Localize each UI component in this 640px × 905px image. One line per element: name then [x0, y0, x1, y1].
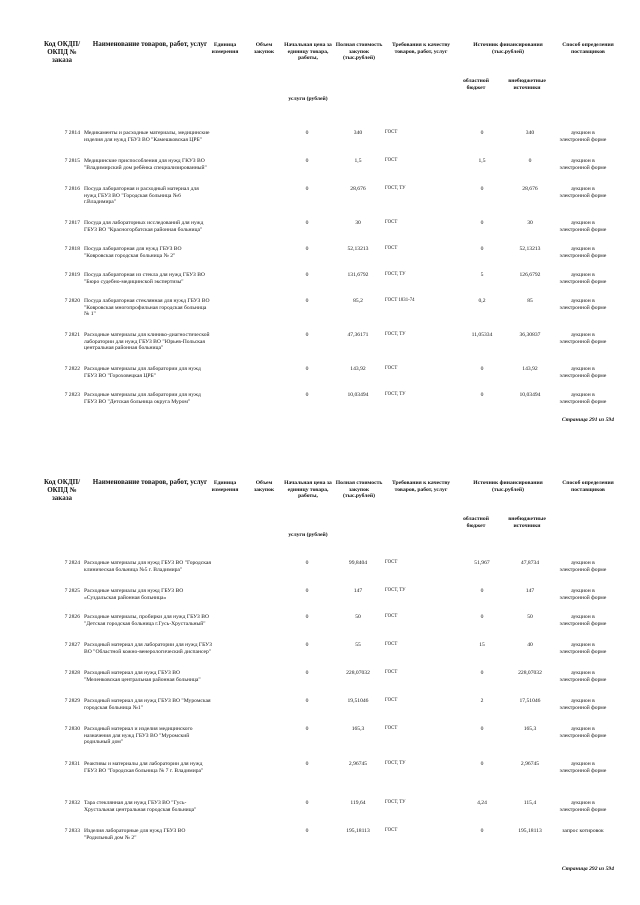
header-requirements: Требования к качеству товаров, работ, услуг: [391, 480, 451, 493]
row-regional: 0: [480, 186, 484, 192]
row-cost: 55: [355, 642, 361, 648]
row-code: 7 2818: [64, 246, 80, 252]
row-offbudget: 2,96745: [520, 761, 540, 767]
row-regional: 2: [480, 698, 484, 704]
row-name: Расходный материал для лаборатории для нужд ГБУЗ ВО "Областной кожно-венерологический диспансер": [84, 642, 212, 655]
row-name: Реактивы и материалы для лаборатории для нужд ГБУЗ ВО "Городская больница № 7 г. Владимира": [84, 761, 204, 774]
row-price: 0: [305, 220, 309, 226]
row-price: 0: [305, 560, 309, 566]
header-funding: Источник финансирования (тыс.рублей): [473, 42, 543, 55]
header-unit: Единица измерения: [211, 480, 239, 493]
row-cost: 143,92: [350, 366, 366, 372]
row-regional: 11,05334: [471, 332, 493, 338]
row-price: 0: [305, 298, 309, 304]
row-cost: 131,6792: [347, 272, 369, 278]
page-number: Страница 291 из 594: [561, 417, 614, 423]
header-funding: Источник финансирования (тыс.рублей): [473, 480, 543, 493]
row-req: ГОСТ: [385, 246, 398, 251]
row-price: 0: [305, 642, 309, 648]
row-price: 0: [305, 392, 309, 398]
header-cost: Полная стоимость закупок (тыс.рублей): [335, 480, 383, 499]
row-regional: 0,2: [478, 298, 486, 304]
row-cost: 340: [353, 130, 363, 136]
row-offbudget: 50: [527, 614, 533, 620]
row-cost: 28,676: [350, 186, 366, 192]
row-method: аукцион в электронной форме: [559, 186, 607, 199]
page-291: [0, 30, 640, 423]
header-requirements: Требования к качеству товаров, работ, услуг: [391, 42, 451, 55]
row-regional: 0: [480, 670, 484, 676]
row-req: ГОСТ, ТУ: [385, 800, 406, 805]
row-code: 7 2815: [64, 158, 80, 164]
row-method: аукцион в электронной форме: [559, 800, 607, 813]
row-price: 0: [305, 828, 309, 834]
row-code: 7 2817: [64, 220, 80, 226]
row-method: аукцион в электронной форме: [559, 698, 607, 711]
row-offbudget: 0: [528, 158, 532, 164]
header-volume: Объем закупок: [253, 42, 275, 55]
row-regional: 5: [480, 272, 484, 278]
row-regional: 51,967: [474, 560, 490, 566]
row-offbudget: 228,07032: [518, 670, 542, 676]
row-name: Расходный материал и изделия медицинского назначения для нужд ГБУЗ ВО "Муромский родильный дом": [84, 726, 193, 746]
row-code: 7 2829: [64, 698, 80, 704]
row-code: 7 2832: [64, 800, 80, 806]
row-name: Медицинские приспособления для нужд ГКУЗ ВО "Владимирский дом ребёнка специализированный": [84, 158, 207, 171]
row-price: 0: [305, 761, 309, 767]
row-offbudget: 28,676: [522, 186, 538, 192]
row-method: аукцион в электронной форме: [559, 130, 607, 143]
row-method: аукцион в электронной форме: [559, 272, 607, 285]
row-regional: 0: [480, 130, 484, 136]
row-price: 0: [305, 698, 309, 704]
row-regional: 0: [480, 588, 484, 594]
row-method: аукцион в электронной форме: [559, 220, 607, 233]
row-cost: 10,03494: [347, 392, 369, 398]
row-regional: 0: [480, 726, 484, 732]
row-code: 7 2819: [64, 272, 80, 278]
header-cost: Полная стоимость закупок (тыс.рублей): [335, 42, 383, 61]
row-method: аукцион в электронной форме: [559, 726, 607, 739]
row-offbudget: 52,13213: [519, 246, 541, 252]
row-cost: 228,07032: [346, 670, 370, 676]
row-method: аукцион в электронной форме: [559, 246, 607, 259]
row-req: ГОСТ: [385, 726, 398, 731]
row-offbudget: 115,4: [523, 800, 537, 806]
row-req: ГОСТ, ТУ: [385, 588, 406, 593]
row-regional: 0: [480, 614, 484, 620]
row-method: аукцион в электронной форме: [559, 158, 607, 171]
row-name: Изделия лабораторные для нужд ГБУЗ ВО "Родильный дом № 2": [84, 828, 186, 841]
header-method: Способ определения поставщиков: [562, 480, 614, 493]
row-req: ГОСТ: [385, 130, 398, 135]
row-name: Посуда лабораторная для нужд ГБУЗ ВО "Ковровская городская больница № 2": [84, 246, 182, 259]
row-regional: 4,24: [477, 800, 487, 806]
row-cost: 47,36171: [347, 332, 369, 338]
row-name: Расходные материалы для лаборатории для нужд ГБУЗ ВО "Гороховецкая ЦРБ": [84, 366, 201, 379]
row-regional: 0: [480, 366, 484, 372]
header-name: Наименование товаров, работ, услуг: [92, 40, 208, 48]
header-regional: областной бюджет: [463, 78, 489, 91]
row-req: ГОСТ: [385, 560, 398, 565]
row-name: Расходный материал для нужд ГБУЗ ВО "Муромская городская больница №1": [84, 698, 211, 711]
row-name: Посуда лабораторная и расходный материал для нужд ГБУЗ ВО "Городская больница №6 г.Владимира": [84, 186, 199, 206]
row-name: Медикаменты и расходные материалы, медицинские изделия для нужд ГБУЗ ВО "Камешковская ЦРБ": [84, 130, 210, 143]
row-code: 7 2830: [64, 726, 80, 732]
row-code: 7 2816: [64, 186, 80, 192]
row-req: ГОСТ, ТУ: [385, 272, 406, 277]
row-price: 0: [305, 332, 309, 338]
row-offbudget: 10,03494: [519, 392, 541, 398]
row-name: Посуда для лабораторных исследований для нужд ГБУЗ ВО "Красногорбатская районная больница": [84, 220, 204, 233]
row-req: ГОСТ: [385, 158, 398, 163]
row-cost: 30: [355, 220, 361, 226]
row-req: ГОСТ: [385, 220, 398, 225]
row-offbudget: 40: [527, 642, 533, 648]
row-name: Расходные материалы для лаборатории для нужд ГБУЗ ВО "Детская больница округа Муром": [84, 392, 201, 405]
row-cost: 52,13213: [347, 246, 369, 252]
row-price: 0: [305, 588, 309, 594]
header-price-unit: услуги (рублей): [288, 532, 328, 538]
row-offbudget: 143,92: [522, 366, 538, 372]
row-req: ГОСТ, ТУ: [385, 332, 406, 337]
row-method: аукцион в электронной форме: [559, 588, 607, 601]
row-offbudget: 85: [527, 298, 533, 304]
row-cost: 2,96745: [348, 761, 368, 767]
row-method: аукцион в электронной форме: [559, 614, 607, 627]
row-method: аукцион в электронной форме: [559, 642, 607, 655]
row-offbudget: 195,18113: [518, 828, 542, 834]
row-price: 0: [305, 158, 309, 164]
row-code: 7 2823: [64, 392, 80, 398]
row-cost: 1,5: [354, 158, 362, 164]
header-volume: Объем закупок: [253, 480, 275, 493]
row-code: 7 2824: [64, 560, 80, 566]
header-name: Наименование товаров, работ, услуг: [92, 478, 208, 486]
row-regional: 0: [480, 392, 484, 398]
row-cost: 85,2: [353, 298, 363, 304]
row-offbudget: 126,6792: [519, 272, 541, 278]
row-req: ГОСТ: [385, 366, 398, 371]
row-code: 7 2821: [64, 332, 80, 338]
row-cost: 195,18113: [346, 828, 370, 834]
row-req: ГОСТ: [385, 828, 398, 833]
row-offbudget: 30: [527, 220, 533, 226]
header-price-unit: услуги (рублей): [288, 96, 328, 102]
row-req: ГОСТ, ТУ: [385, 392, 406, 397]
header-offbudget: внебюджетные источники: [508, 516, 546, 529]
row-price: 0: [305, 272, 309, 278]
row-offbudget: 147: [525, 588, 535, 594]
row-price: 0: [305, 670, 309, 676]
row-req: ГОСТ: [385, 698, 398, 703]
row-cost: 99,8404: [348, 560, 368, 566]
header-code: Код ОКДП/ ОКПД № заказа: [43, 478, 81, 503]
row-offbudget: 47,8734: [520, 560, 540, 566]
row-regional: 0: [480, 220, 484, 226]
row-method: аукцион в электронной форме: [559, 560, 607, 573]
row-offbudget: 165,3: [523, 726, 537, 732]
row-cost: 147: [353, 588, 363, 594]
header-price: Начальная цена за единицу товара, работы,: [284, 480, 332, 499]
row-method: аукцион в электронной форме: [559, 366, 607, 379]
row-code: 7 2822: [64, 366, 80, 372]
row-code: 7 2831: [64, 761, 80, 767]
row-req: ГОСТ 1831-74: [385, 298, 415, 303]
row-code: 7 2826: [64, 614, 80, 620]
header-method: Способ определения поставщиков: [562, 42, 614, 55]
row-name: Расходные материалы, пробирки для нужд ГБУЗ ВО "Детская городская больница г.Гусь-Хрустальный": [84, 614, 210, 627]
row-name: Расходные материалы для нужд ГБУЗ ВО "Городская клиническая больница №5 г. Владимира": [84, 560, 211, 573]
row-code: 7 2827: [64, 642, 80, 648]
row-req: ГОСТ, ТУ: [385, 761, 406, 766]
row-price: 0: [305, 614, 309, 620]
row-name: Расходные материалы для клинико-диагностической лаборатории для нужд ГБУЗ ВО "Юрьев-Польская центральная районная больница": [84, 332, 210, 352]
row-offbudget: 36,30837: [519, 332, 541, 338]
row-regional: 0: [480, 246, 484, 252]
row-regional: 0: [480, 761, 484, 767]
page-292: [0, 470, 640, 872]
row-regional: 0: [480, 828, 484, 834]
row-code: 7 2825: [64, 588, 80, 594]
row-method: аукцион в электронной форме: [559, 761, 607, 774]
row-cost: 50: [355, 614, 361, 620]
row-name: Тара стеклянная для нужд ГБУЗ ВО "Гусь-Хрустальная центральная городская больница": [84, 800, 197, 813]
row-offbudget: 17,51046: [519, 698, 541, 704]
header-regional: областной бюджет: [463, 516, 489, 529]
row-req: ГОСТ: [385, 614, 398, 619]
page-number: Страница 292 из 594: [561, 866, 614, 872]
table-header: [0, 30, 640, 130]
row-name: Посуда лабораторная из стекла для нужд ГБУЗ ВО "Бюро судебно-медицинской экспертизы": [84, 272, 205, 285]
row-name: Расходные материалы для нужд ГБУЗ ВО «Суздальская районная больница»: [84, 588, 184, 601]
row-regional: 1,5: [478, 158, 486, 164]
row-method: аукцион в электронной форме: [559, 670, 607, 683]
row-name: Посуда лабораторная стеклянная для нужд ГБУЗ ВО "Ковровская многопрофильная городская больница № 1": [84, 298, 210, 318]
row-req: ГОСТ: [385, 670, 398, 675]
header-unit: Единица измерения: [211, 42, 239, 55]
row-method: запрос котировок: [562, 828, 604, 834]
header-offbudget: внебюджетные источники: [508, 78, 546, 91]
row-price: 0: [305, 130, 309, 136]
row-code: 7 2828: [64, 670, 80, 676]
row-req: ГОСТ: [385, 642, 398, 647]
row-price: 0: [305, 726, 309, 732]
row-offbudget: 340: [525, 130, 535, 136]
row-price: 0: [305, 800, 309, 806]
row-code: 7 2833: [64, 828, 80, 834]
row-name: Расходный материал для нужд ГБУЗ ВО "Меленковская центральная районная больница": [84, 670, 201, 683]
row-method: аукцион в электронной форме: [559, 392, 607, 405]
table-header: [0, 470, 640, 570]
row-price: 0: [305, 246, 309, 252]
row-regional: 15: [479, 642, 485, 648]
header-code: Код ОКДП/ ОКПД № заказа: [43, 40, 81, 65]
row-code: 7 2814: [64, 130, 80, 136]
row-req: ГОСТ, ТУ: [385, 186, 406, 191]
row-price: 0: [305, 186, 309, 192]
row-cost: 19,51046: [347, 698, 369, 704]
row-cost: 119,64: [350, 800, 366, 806]
header-price: Начальная цена за единицу товара, работы,: [284, 42, 332, 61]
row-cost: 165,3: [351, 726, 365, 732]
row-code: 7 2820: [64, 298, 80, 304]
row-method: аукцион в электронной форме: [559, 298, 607, 311]
row-method: аукцион в электронной форме: [559, 332, 607, 345]
row-price: 0: [305, 366, 309, 372]
